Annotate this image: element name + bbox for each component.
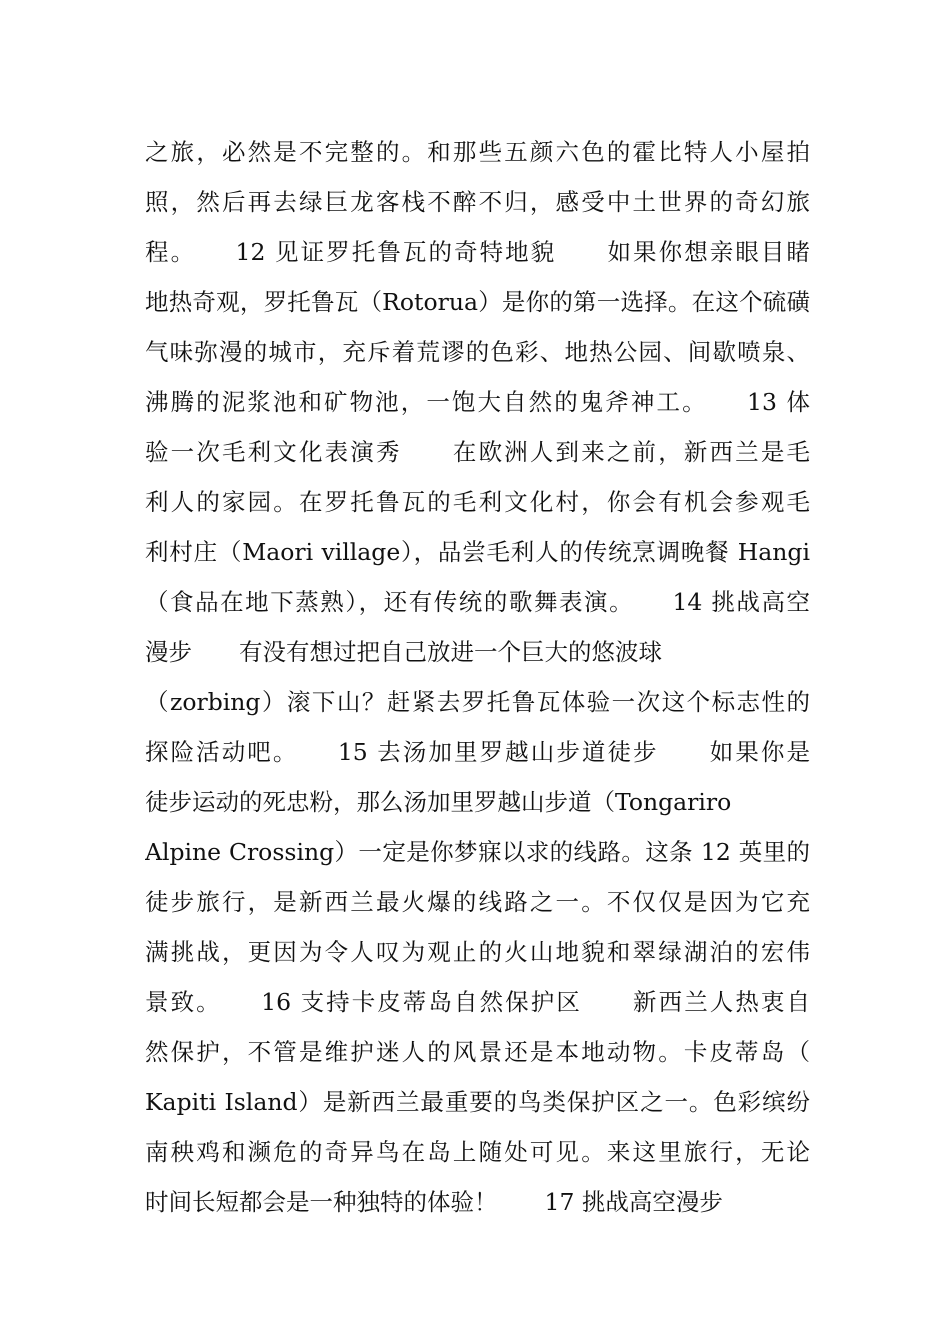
text-line-6: 沸腾的泥浆池和矿物池，一饱大自然的鬼斧神工。 13 体 — [145, 388, 810, 416]
text-line-18: 景致。 16 支持卡皮蒂岛自然保护区 新西兰人热衷自 — [145, 988, 810, 1016]
text-line-17: 满挑战，更因为令人叹为观止的火山地貌和翠绿湖泊的宏伟 — [145, 938, 810, 966]
text-line-20: Kapiti Island）是新西兰最重要的鸟类保护区之一。色彩缤纷 — [145, 1088, 810, 1116]
body-text — [145, 127, 810, 1227]
text-line-21: 南秧鸡和濒危的奇异鸟在岛上随处可见。来这里旅行，无论 — [145, 1138, 810, 1166]
text-line-2: 照，然后再去绿巨龙客栈不醉不归，感受中土世界的奇幻旅 — [145, 188, 810, 216]
text-line-1: 之旅，必然是不完整的。和那些五颜六色的霍比特人小屋拍 — [145, 138, 810, 166]
text-line-16: 徒步旅行，是新西兰最火爆的线路之一。不仅仅是因为它充 — [145, 888, 810, 916]
text-line-22: 时间长短都会是一种独特的体验！ 17 挑战高空漫步 — [145, 1188, 723, 1216]
text-line-13: 探险活动吧。 15 去汤加里罗越山步道徒步 如果你是 — [145, 738, 810, 766]
text-line-4: 地热奇观，罗托鲁瓦（Rotorua）是你的第一选择。在这个硫磺 — [145, 288, 810, 316]
text-line-7: 验一次毛利文化表演秀 在欧洲人到来之前，新西兰是毛 — [145, 438, 810, 466]
text-line-3: 程。 12 见证罗托鲁瓦的奇特地貌 如果你想亲眼目睹 — [145, 238, 810, 266]
text-line-5: 气味弥漫的城市，充斥着荒谬的色彩、地热公园、间歇喷泉、 — [145, 338, 810, 366]
text-line-19: 然保护，不管是维护迷人的风景还是本地动物。卡皮蒂岛（ — [145, 1038, 810, 1066]
text-line-11: 漫步 有没有想过把自己放进一个巨大的悠波球 — [145, 638, 662, 666]
text-line-15: Alpine Crossing）一定是你梦寐以求的线路。这条 12 英里的 — [145, 838, 810, 866]
text-line-8: 利人的家园。在罗托鲁瓦的毛利文化村，你会有机会参观毛 — [145, 488, 810, 516]
text-line-9: 利村庄（Maori village），品尝毛利人的传统烹调晚餐 Hangi — [145, 538, 810, 566]
text-line-14: 徒步运动的死忠粉，那么汤加里罗越山步道（Tongariro — [145, 788, 732, 816]
text-line-12: （zorbing）滚下山？赶紧去罗托鲁瓦体验一次这个标志性的 — [145, 688, 810, 716]
text-line-10: （食品在地下蒸熟），还有传统的歌舞表演。 14 挑战高空 — [145, 588, 810, 616]
